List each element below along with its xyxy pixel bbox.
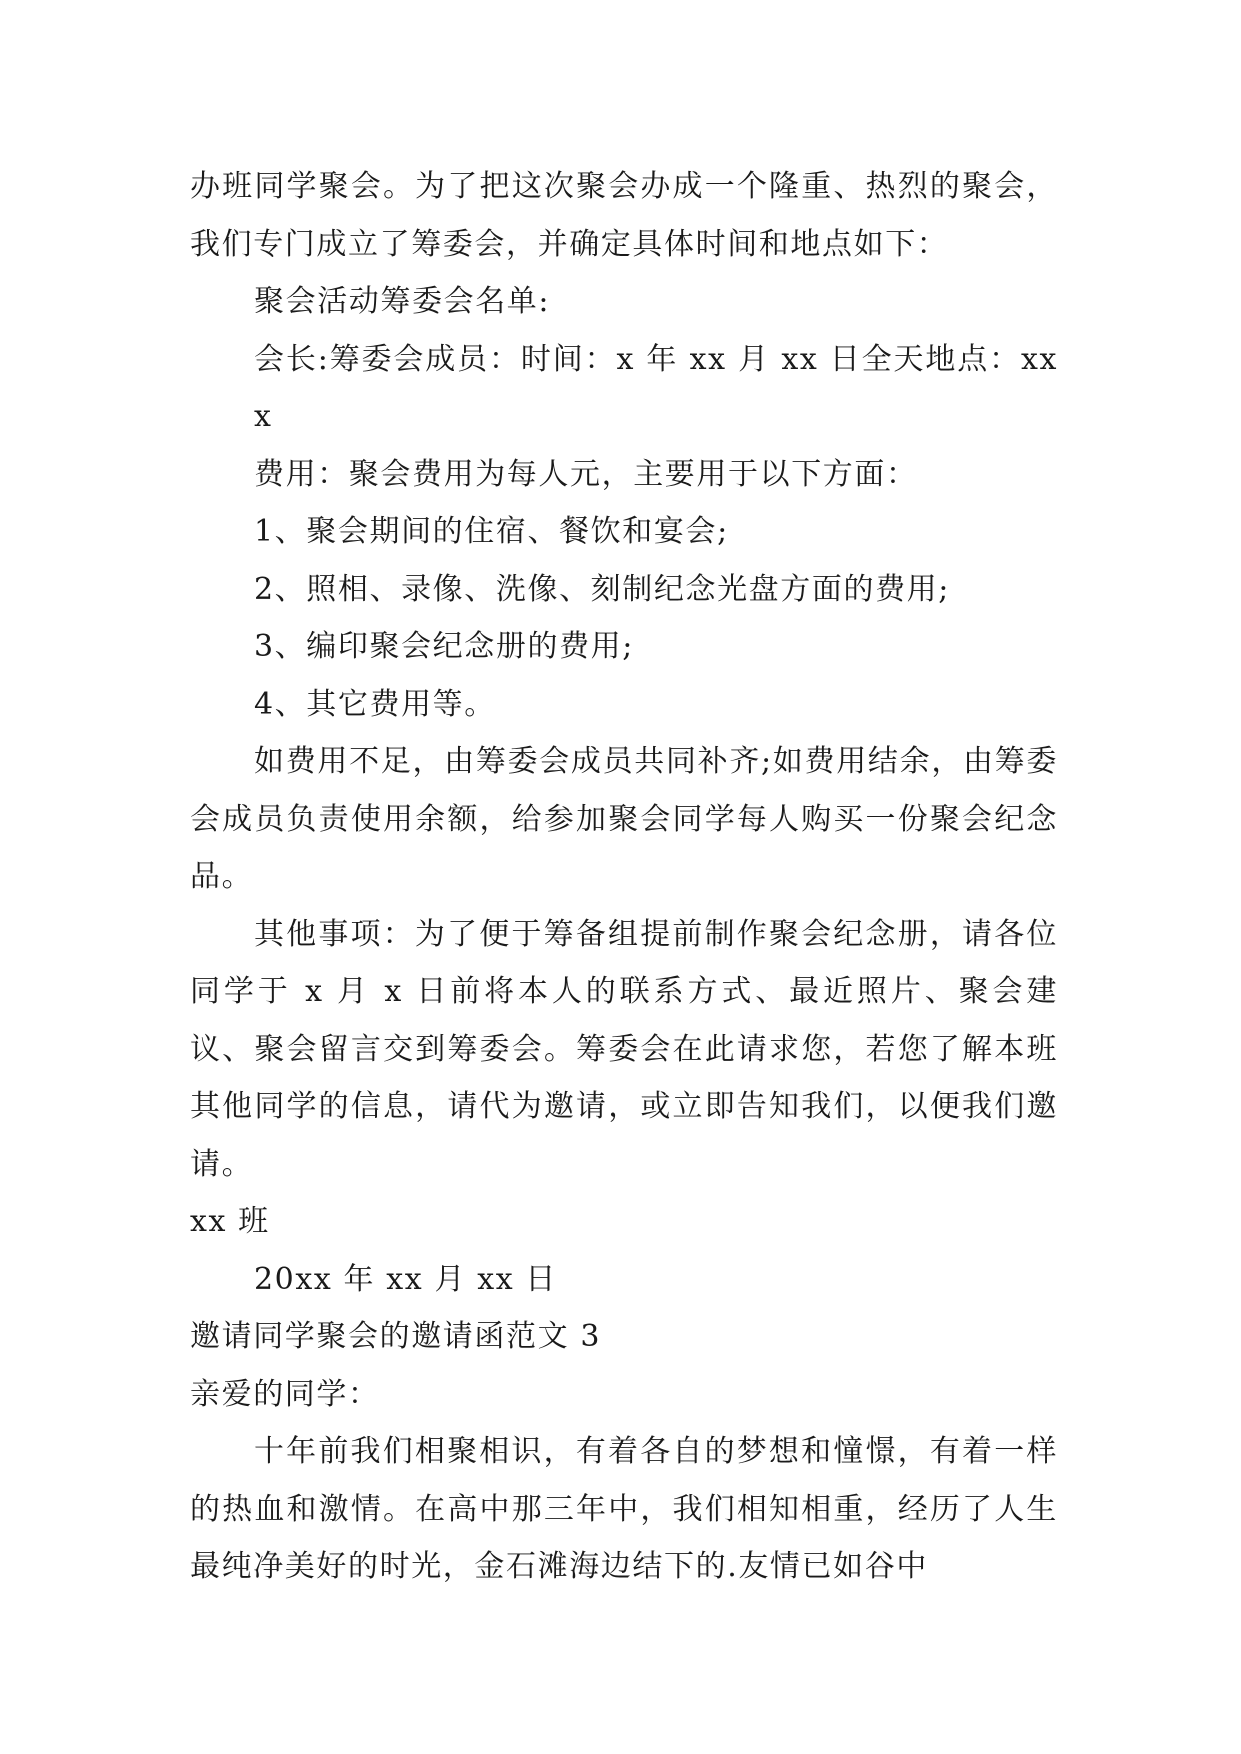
paragraph-fee-shortfall: 如费用不足，由筹委会成员共同补齐;如费用结余，由筹委会成员负责使用余额，给参加聚会同学每人购买一份聚会纪念品。 — [190, 744, 1058, 894]
list-item-fee-3: 3、编印聚会纪念册的费用; — [254, 629, 634, 664]
list-item-fee-1: 1、聚会期间的住宿、餐饮和宴会; — [254, 514, 729, 549]
list-item-fee-4: 4、其它费用等。 — [254, 686, 496, 722]
paragraph-committee-time-place: 会长:筹委会成员：时间：x 年 xx 月 xx 日全天地点：xxx — [254, 341, 1058, 434]
section-heading-template-3: 邀请同学聚会的邀请函范文 3 — [190, 1319, 602, 1354]
document-body — [190, 158, 1058, 1596]
list-item-fee-2: 2、照相、录像、洗像、刻制纪念光盘方面的费用; — [254, 571, 950, 607]
paragraph-intro-continuation: 办班同学聚会。为了把这次聚会办成一个隆重、热烈的聚会，我们专门成立了筹委会，并确定具体时间和地点如下： — [190, 169, 1058, 262]
signature-class: xx 班 — [190, 1204, 270, 1239]
paragraph-fee-intro: 费用：聚会费用为每人元，主要用于以下方面： — [254, 456, 918, 492]
signature-date: 20xx 年 xx 月 xx 日 — [254, 1261, 557, 1297]
paragraph-ten-years-ago: 十年前我们相聚相识，有着各自的梦想和憧憬，有着一样的热血和激情。在高中那三年中，我们相知相重，经历了人生最纯净美好的时光，金石滩海边结下的.友情已如谷中 — [190, 1434, 1058, 1584]
paragraph-other-matters: 其他事项：为了便于筹备组提前制作聚会纪念册，请各位同学于 x 月 x 日前将本人的联系方式、最近照片、聚会建议、聚会留言交到筹委会。筹委会在此请求您，若您了解本班其他同学的信息，请代为邀请，或立即告知我们，以便我们邀请。 — [190, 916, 1058, 1182]
salutation: 亲爱的同学： — [190, 1376, 380, 1412]
paragraph-committee-list-heading: 聚会活动筹委会名单: — [254, 284, 551, 319]
